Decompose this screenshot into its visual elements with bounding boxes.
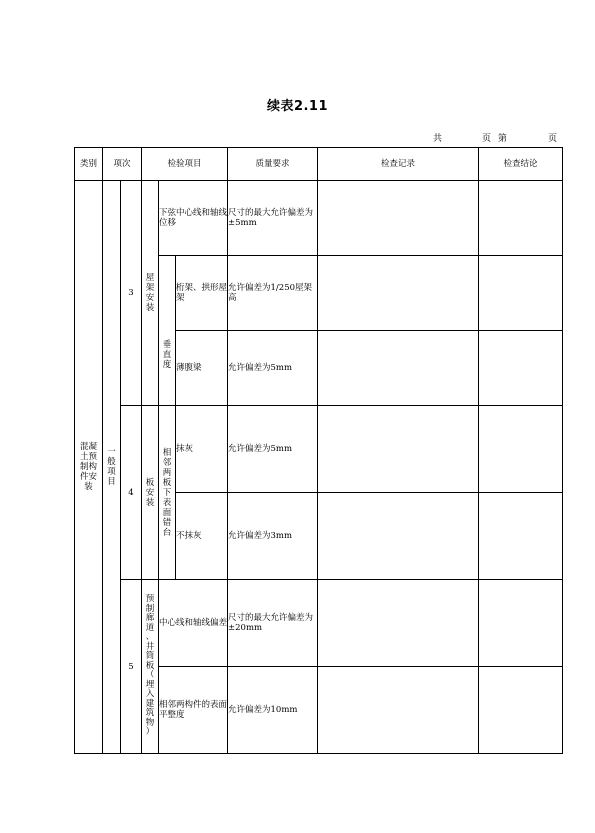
header-check-item: 检验项目 xyxy=(142,148,228,181)
sub-verticality xyxy=(159,256,176,406)
row-conclusion-5[interactable] xyxy=(479,493,563,580)
row-req-4: 允许偏差为5mm xyxy=(228,406,318,493)
sub-verticality-label: 垂 直 度 xyxy=(162,339,172,370)
row-record-5[interactable] xyxy=(318,493,479,580)
row-record-6[interactable] xyxy=(318,580,479,667)
row-req-1: 尺寸的最大允许偏差为±5mm xyxy=(228,181,318,256)
row-record-1[interactable] xyxy=(318,181,479,256)
row-item-7: 相邻两构件的表面平整度 xyxy=(159,667,228,754)
group-roof-truss-label: 屋 架 安 装 xyxy=(145,273,155,313)
row-conclusion-2[interactable] xyxy=(479,256,563,331)
group-precast-gallery-label: 预 制 廊 道 、 井 筒 板 （ 埋 入 建 筑 物 ） xyxy=(145,594,155,738)
row-req-5: 允许偏差为3mm xyxy=(228,493,318,580)
page-unit-label-2: 页 xyxy=(548,134,558,144)
row-conclusion-1[interactable] xyxy=(479,181,563,256)
item-no-4: 4 xyxy=(121,406,142,580)
row-item-4: 抹灰 xyxy=(176,406,228,493)
item-no-3: 3 xyxy=(121,181,142,406)
row-req-7: 允许偏差为10mm xyxy=(228,667,318,754)
sub-slab-offset-label: 相 邻 两 板 下 表 面 错 台 xyxy=(162,447,172,538)
header-quality: 质量要求 xyxy=(228,148,318,181)
row-conclusion-7[interactable] xyxy=(479,667,563,754)
page-total-label: 共 xyxy=(433,134,443,144)
row-item-1: 下弦中心线和轴线位移 xyxy=(159,181,228,256)
row-req-3: 允许偏差为5mm xyxy=(228,331,318,406)
header-conclusion: 检查结论 xyxy=(479,148,563,181)
row-item-2: 桁架、拱形屋架 xyxy=(176,256,228,331)
row-record-2[interactable] xyxy=(318,256,479,331)
group-slab xyxy=(142,406,159,580)
header-record: 检查记录 xyxy=(318,148,479,181)
row-record-7[interactable] xyxy=(318,667,479,754)
row-conclusion-4[interactable] xyxy=(479,406,563,493)
row-item-5: 不抹灰 xyxy=(176,493,228,580)
category-label: 混凝 土预 制构 件安 装 xyxy=(79,442,97,492)
sub-slab-offset xyxy=(159,406,176,580)
page-unit-label: 页 xyxy=(482,134,492,144)
row-req-2: 允许偏差为1/250屋架高 xyxy=(228,256,318,331)
category-cell xyxy=(75,181,103,754)
row-item-6: 中心线和轴线偏差 xyxy=(159,580,228,667)
general-items-label: 一 般 项 目 xyxy=(107,447,116,487)
header-category: 类别 xyxy=(75,148,103,181)
row-req-6: 尺寸的最大允许偏差为±20mm xyxy=(228,580,318,667)
item-no-5: 5 xyxy=(121,580,142,754)
group-roof-truss xyxy=(142,181,159,406)
general-items-cell xyxy=(103,181,121,754)
row-conclusion-3[interactable] xyxy=(479,331,563,406)
group-slab-label: 板 安 装 xyxy=(145,477,155,508)
row-item-3: 薄腹梁 xyxy=(176,331,228,406)
row-record-4[interactable] xyxy=(318,406,479,493)
row-conclusion-6[interactable] xyxy=(479,580,563,667)
row-record-3[interactable] xyxy=(318,331,479,406)
page-number-label: 第 xyxy=(498,134,508,144)
header-item-no: 项次 xyxy=(103,148,142,181)
inspection-table xyxy=(74,147,563,754)
group-precast-gallery xyxy=(142,580,159,754)
page-title: 续表2.11 xyxy=(266,99,329,114)
